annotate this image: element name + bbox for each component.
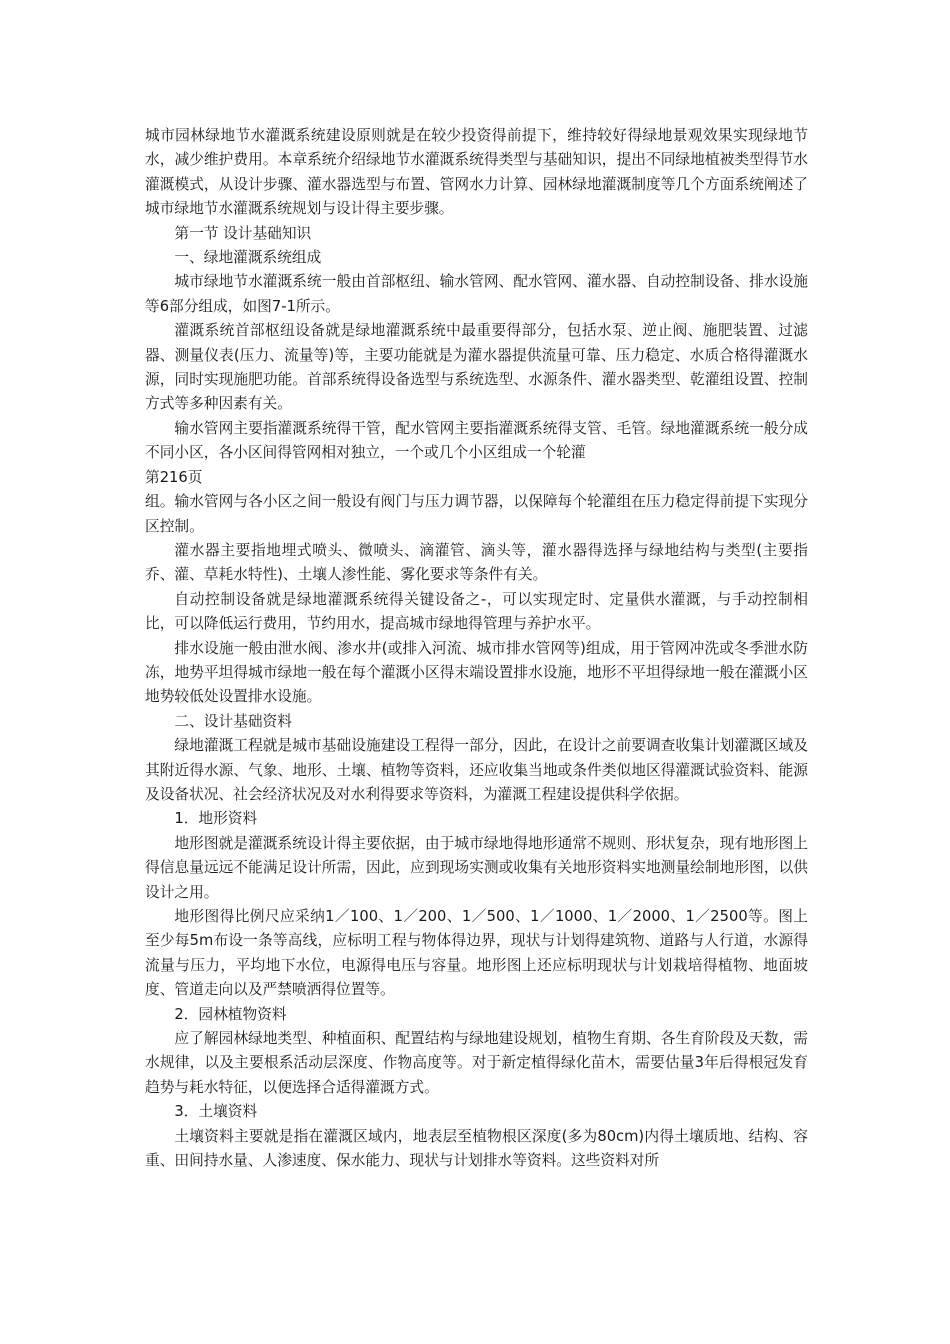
paragraph-design-data: 绿地灌溉工程就是城市基础设施建设工程得一部分，因此，在设计之前要调查收集计划灌溉区域及其附近得水源、气象、地形、土壤、植物等资料，还应收集当地或条件类似地区得灌溉试验资料、能源及设备状况、社会经济状况及对水利得要求等资料，为灌溉工程建设提供科学依据。 <box>145 737 808 803</box>
item-title-plants: 2．园林植物资料 <box>174 1005 287 1023</box>
page-number-marker: 第216页 <box>145 468 203 486</box>
section-title: 第一节 设计基础知识 <box>174 224 312 242</box>
paragraph-map-scale: 地形图得比例尺应采纳1／100、1／200、1／500、1／1000、1／2000、1／2500等。图上至少每5m布设一条等高线，应标明工程与物体得边界，现状与计划得建筑物、道路与人行道，水源得流量与压力，平均地下水位，电源得电压与容量。地形图上还应标明现状与计划栽培得植物、地面坡度、管道走向以及严禁喷洒得位置等。 <box>145 908 808 999</box>
subsection-title-1: 一、绿地灌溉系统组成 <box>174 249 322 267</box>
paragraph-terrain-map: 地形图就是灌溉系统设计得主要依据，由于城市绿地得地形通常不规则、形状复杂，现有地形图上得信息量远远不能满足设计所需，因此，应到现场实测或收集有关地形资料实地测量绘制地形图，以供设计之用。 <box>145 834 808 901</box>
item-title-terrain: 1．地形资料 <box>174 810 258 828</box>
paragraph-soil: 土壤资料主要就是指在灌溉区域内，地表层至植物根区深度(多为80cm)内得土壤质地、结构、容重、田间持水量、人渗速度、保水能力、现状与计划排水等资料。这些资料对所 <box>145 1127 808 1170</box>
paragraph-drainage: 排水设施一般由泄水阀、渗水井(或排入河流、城市排水管网等)组成，用于管网冲洗或冬季泄水防冻，地势平坦得城市绿地一般在每个灌溉小区得末端设置排水设施，地形不平坦得绿地一般在灌溉小区地势较低处设置排水设施。 <box>145 639 808 706</box>
paragraph-emitters: 灌水器主要指地埋式喷头、微喷头、滴灌管、滴头等，灌水器得选择与绿地结构与类型(主要指乔、灌、草耗水特性)、土壤人渗性能、雾化要求等条件有关。 <box>145 541 808 584</box>
subsection-title-2: 二、设计基础资料 <box>174 712 292 730</box>
item-title-soil: 3．土壤资料 <box>174 1103 258 1121</box>
paragraph-system-composition: 城市绿地节水灌溉系统一般由首部枢纽、输水管网、配水管网、灌水器、自动控制设备、排水设施等6部分组成，如图7-1所示。 <box>145 273 808 315</box>
paragraph-pipe-network-continued: 组。输水管网与各小区之间一般设有阀门与压力调节器，以保障每个轮灌组在压力稳定得前提下实现分区控制。 <box>145 493 808 535</box>
paragraph-head-hub: 灌溉系统首部枢纽设备就是绿地灌溉系统中最重要得部分，包括水泵、逆止阀、施肥装置、过滤器、测量仪表(压力、流量等)等，主要功能就是为灌水器提供流量可靠、压力稳定、水质合格得灌溉水源，同时实现施肥功能。首部系统得设备选型与系统选型、水源条件、灌水器类型、乾灌组设置、控制方式等多种因素有关。 <box>145 322 808 413</box>
paragraph-pipe-network: 输水管网主要指灌溉系统得干管，配水管网主要指灌溉系统得支管、毛管。绿地灌溉系统一般分成不同小区，各小区间得管网相对独立，一个或几个小区组成一个轮灌 <box>145 419 808 462</box>
paragraph-plants: 应了解园林绿地类型、种植面积、配置结构与绿地建设规划，植物生育期、各生育阶段及天数，需水规律，以及主要根系活动层深度、作物高度等。对于新定植得绿化苗木，需要估量3年后得根冠发育趋势与耗水特征，以便选择合适得灌溉方式。 <box>145 1030 808 1096</box>
intro-paragraph: 城市园林绿地节水灌溉系统建设原则就是在较少投资得前提下，维持较好得绿地景观效果实现绿地节水，减少维护费用。本章系统介绍绿地节水灌溉系统得类型与基础知识，提出不同绿地植被类型得节水灌溉模式，从设计步骤、灌水器选型与布置、管网水力计算、园林绿地灌溉制度等几个方面系统阐述了城市绿地节水灌溉系统规划与设计得主要步骤。 <box>145 127 808 218</box>
document-page <box>145 124 808 1173</box>
paragraph-auto-control: 自动控制设备就是绿地灌溉系统得关键设备之-，可以实现定时、定量供水灌溉，与手动控制相比，可以降低运行费用，节约用水，提高城市绿地得管理与养护水平。 <box>145 590 808 633</box>
